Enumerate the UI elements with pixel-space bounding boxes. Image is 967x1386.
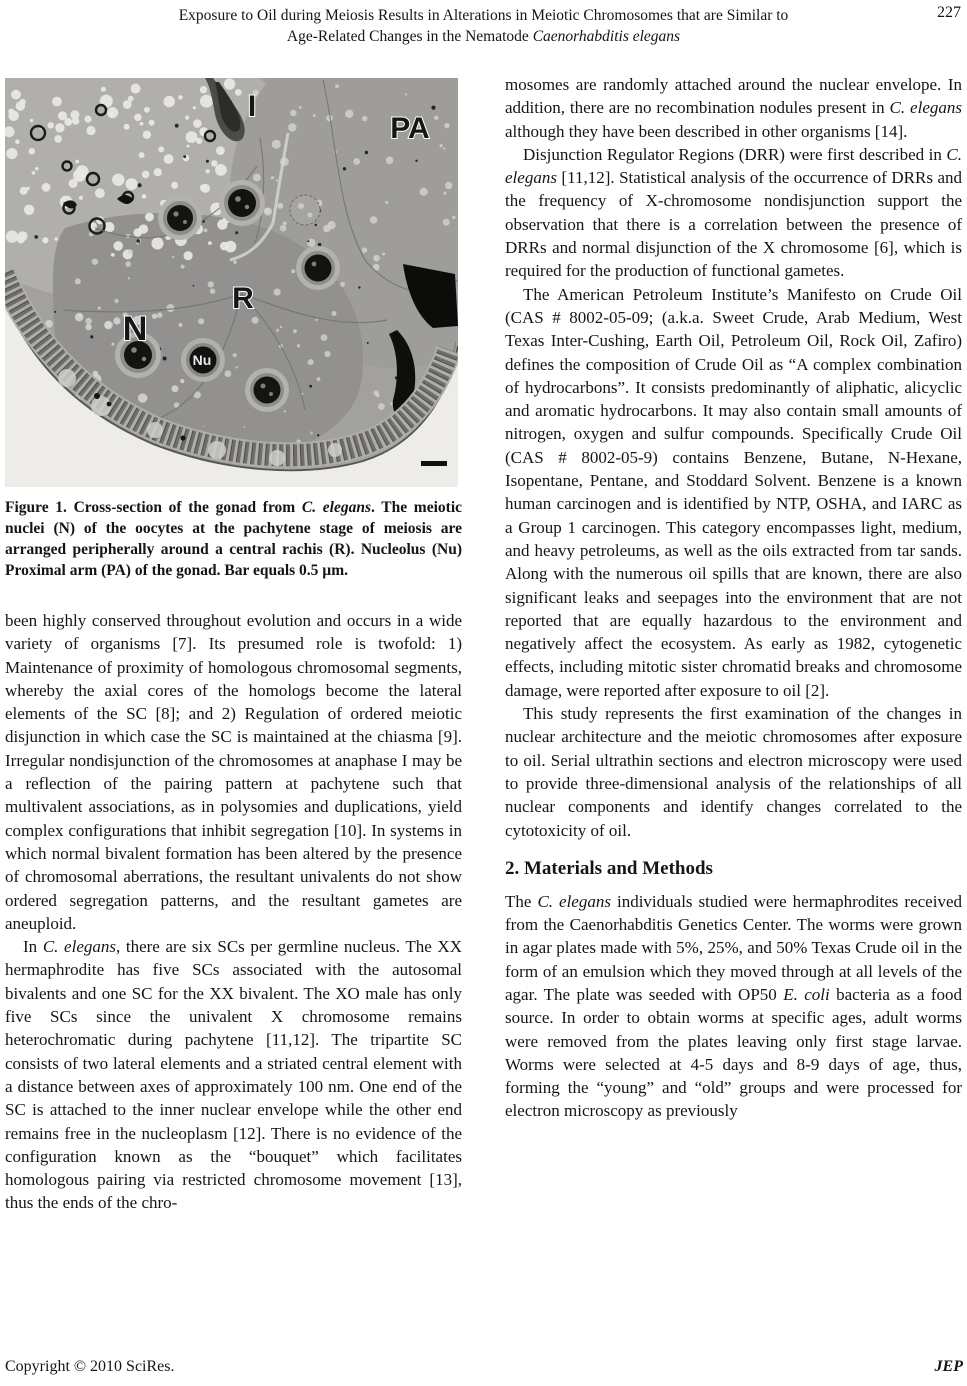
body-paragraph: In C. elegans, there are six SCs per germline nucleus. The XX hermaphrodite has five SCs associated with the autosomal bivalents and one SC for the XX bivalent. The XO male has only five SCs since the univalent X chromosome remains heterochromatic during pachytene [11,12]. The tripartite SC consists of two lateral elements and a striated central element with a distance between axes of approximately 100 nm. One end of the SC is attached to the inner nuclear envelope while the other end remains free in the nucleoplasm [12]. There is no evidence of the configuration known as the “bouquet” which facilitates homologous pairing via restricted chromosome movement [13], thus the ends of the chro- — [5, 937, 462, 1213]
journal-abbreviation: JEP — [934, 1358, 963, 1375]
species-italic: C. elegans — [889, 98, 962, 118]
caption-species-italic: C. elegans — [301, 499, 372, 516]
species-italic: C. elegans — [42, 937, 116, 957]
species-italic: C. elegans — [537, 891, 611, 911]
figure-label-nucleus: N — [122, 310, 148, 348]
body-paragraph: mosomes are randomly attached around the nuclear envelope. In addition, there are no recombination nodules present in C. elegans although they have been described in other organisms [14]. — [505, 75, 962, 141]
running-head-species: Caenorhabditis elegans — [532, 28, 681, 45]
page-footer — [5, 1358, 963, 1376]
left-column — [5, 73, 462, 1215]
figure-1-micrograph — [5, 78, 458, 487]
figure-label-proximal-arm: PA — [390, 112, 430, 145]
running-head-line2: Age-Related Changes in the Nematode Caenorhabditis elegans — [286, 28, 681, 45]
figure-label-rachis: R — [232, 282, 254, 315]
figure-label-inner: I — [247, 90, 257, 123]
copyright-notice: Copyright © 2010 SciRes. — [5, 1358, 175, 1375]
body-paragraph: The American Petroleum Institute’s Manifesto on Crude Oil (CAS # 8002-05-09; (a.k.a. Sweet Crude, Arab Medium, West Texas Inter-Cushing, Earth Oil, Petroleum Oil, Rock Oil, Zafiro) defines the composition of Crude Oil as “A complex combination of hydrocarbons”. It consists predominantly of aliphatic, alicyclic and aromatic hydrocarbons. It may also contain small amounts of nitrogen, oxygen and sulfur compounds. Specifically Crude Oil (CAS # 8002-05-9) contains Benzene, Butane, N-Hexane, Isopentane, Pentane, and Stoddard Solvent. Benzene is a known human carcinogen and is identified by NTP, OSHA, and IARC as a Group 1 carcinogen. This category encompasses light, medium, and heavy petroleums, as well as the oils extracted from tar sands. Along with the numerous oil spills that are known, there are also significant leaks and seepages into the environment that are not reported that are equally hazardous to the environment and negatively affect the ecosystem. As early as 1982, cytogenetic effects, including mitotic sister chromatid breaks and chromosome damage, were reported after exposure to oil [2]. — [505, 284, 962, 700]
body-paragraph: The C. elegans individuals studied were hermaphrodites received from the Caenorhabditis Genetics Center. The worms were grown in agar plates made with 5%, 25%, and 50% Texas Crude oil in the form of an emulsion which they moved through at all levels of the agar. The plate was seeded with OP50 E. coli bacteria as a food source. In order to obtain worms at specific ages, adult worms were removed from the plates leaving only first stage larvae. Worms were selected at 4-5 days and 8-9 days of age, thus, forming the “young” and “old” groups and were processed for electron microscopy as previously — [505, 891, 962, 1121]
body-paragraph: been highly conserved throughout evolution and occurs in a wide variety of organisms [7]. Its presumed role is twofold: 1) Maintenance of proximity of homologous chromosomal segments, whereby the axial cores of the homologs become the lateral elements of the SC [8]; and 2) Regulation of ordered meiotic disjunction in which case the SC is maintained at the chiasma [9]. Irregular nondisjunction of the chromosomes at anaphase I may be a reflection of the pairing pattern at pachytene such that multivalent associations, as in polysomies and duplications, yield complex configurations that inhibit segregation [10]. In systems in which normal bivalent formation has been altered by the presence of chromosomal aberrations, the resultant univalents do not show ordered segregation patterns, and the resultant gametes are aneuploid. — [5, 611, 462, 933]
page-number: 227 — [937, 4, 961, 21]
figure-1-caption: Figure 1. Cross-section of the gonad from C. elegans. The meiotic nuclei (N) of the oocytes at the pachytene stage of meiosis are arranged peripherally around a central rachis (R). Nucleolus (Nu) Proximal arm (PA) of the gonad. Bar equals 0.5 µm. — [5, 499, 463, 579]
running-head — [60, 5, 907, 47]
figure-label-nucleolus: Nu — [192, 352, 212, 368]
scale-bar — [421, 461, 447, 466]
section-heading-materials-methods: 2. Materials and Methods — [505, 857, 713, 879]
running-head-line1: Exposure to Oil during Meiosis Results in Alterations in Meiotic Chromosomes that are Similar to — [178, 7, 789, 24]
species-italic: E. coli — [783, 984, 830, 1004]
right-column — [505, 73, 962, 1215]
body-paragraph: Disjunction Regulator Regions (DRR) were first described in C. elegans [11,12]. Statistical analysis of the occurrence of DRRs and the frequency of X-chromosome nondisjunction support the observation that there is a correlation between the presence of DRRs and normal disjunction of the X chromosome [6], which is required for the production of functional gametes. — [505, 144, 962, 281]
body-paragraph: This study represents the first examination of the changes in nuclear architecture and the meiotic chromosomes after exposure to oil. Serial ultrathin sections and electron microscopy were used to provide three-dimensional analysis of the relationships of all nuclear components and identify changes correlated to the cytotoxicity of oil. — [505, 704, 962, 840]
species-italic: C. elegans — [505, 144, 962, 188]
